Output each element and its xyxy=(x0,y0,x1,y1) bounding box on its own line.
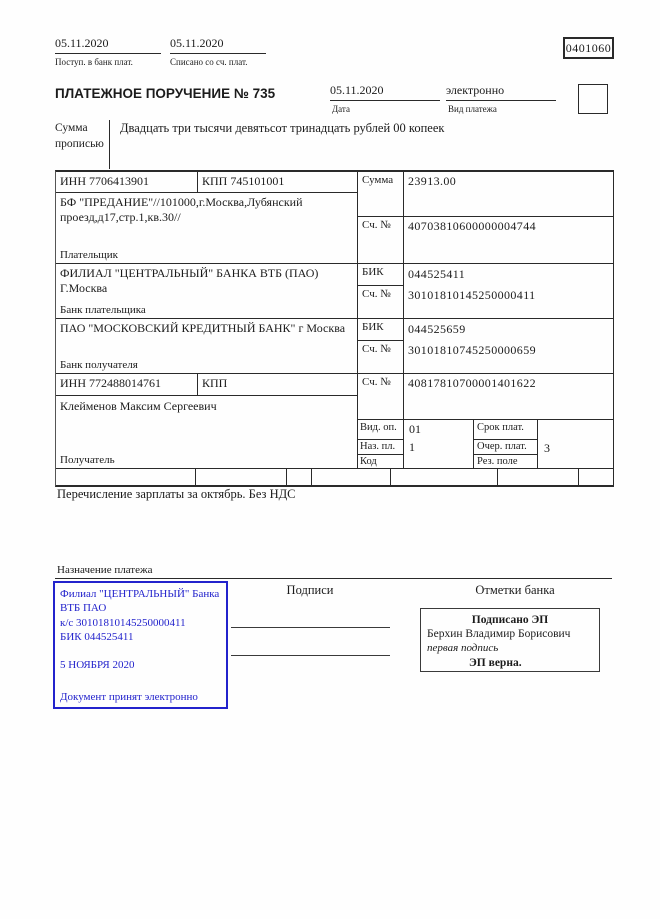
payer-cell xyxy=(56,193,358,264)
signature-line-1 xyxy=(231,627,390,628)
tax-field-cell-104 xyxy=(56,469,196,485)
payer-bank-section-label: Банк плательщика xyxy=(60,304,146,316)
purpose-bottom-line xyxy=(55,578,612,579)
payee-kpp-cell: КПП xyxy=(198,374,358,396)
payee-bank-bik: 044525659 xyxy=(408,322,466,336)
tax-field-cell-110 xyxy=(579,469,613,485)
rez-pole-label-cell: Рез. поле xyxy=(474,455,538,469)
payer-bank-values-cell xyxy=(404,264,613,319)
payer-account-cell: 40703810600000004744 xyxy=(404,217,613,264)
amount-in-words-value: Двадцать три тысячи девятьсот тринадцать рублей 00 копеек xyxy=(120,121,445,135)
amount-in-words-label: Сумма прописью xyxy=(55,120,110,169)
bank-acceptance-stamp xyxy=(53,581,228,709)
payee-section-label: Получатель xyxy=(60,454,115,466)
payee-cell xyxy=(56,396,358,469)
bank-marks-header: Отметки банка xyxy=(475,583,555,597)
tax-field-cell-108 xyxy=(391,469,498,485)
vid-op-naz-pl-values-cell xyxy=(404,420,474,469)
payee-account-cell: 40817810700001401622 xyxy=(404,374,613,420)
payer-section-label: Плательщик xyxy=(60,249,118,261)
empty-checkbox-square xyxy=(578,84,608,114)
srok-ocher-values-cell xyxy=(538,420,613,469)
stamp-bank-name-line1: Филиал "ЦЕНТРАЛЬНЫЙ" Банка xyxy=(60,588,220,600)
stamp-bik: БИК 044525411 xyxy=(60,630,134,643)
payer-bank-name: ФИЛИАЛ "ЦЕНТРАЛЬНЫЙ" БАНКА ВТБ (ПАО) Г.Москва xyxy=(60,266,319,295)
payee-inn-cell: ИНН 772488014761 xyxy=(56,374,198,396)
payee-bank-section-label: Банк получателя xyxy=(60,359,138,371)
payee-bank-account-label-cell: Сч. № xyxy=(358,341,404,374)
payee-name: Клейменов Максим Сергеевич xyxy=(60,399,217,413)
payee-bank-name: ПАО "МОСКОВСКИЙ КРЕДИТНЫЙ БАНК" г Москва xyxy=(60,321,346,335)
stamp-bank-name-line2: ВТБ ПАО xyxy=(60,602,107,615)
payee-bank-values-cell xyxy=(404,319,613,374)
payment-purpose-label: Назначение платежа xyxy=(57,564,153,576)
payer-bank-cell xyxy=(56,264,358,319)
electronic-signature-box xyxy=(420,608,600,672)
srok-plat-label-cell: Срок плат. xyxy=(474,420,538,440)
payer-bank-bik: 044525411 xyxy=(408,267,466,281)
stamp-date: 5 НОЯБРЯ 2020 xyxy=(60,659,135,672)
payment-purpose-text: Перечисление зарплаты за октябрь. Без НДС xyxy=(57,487,296,501)
stamp-note: Документ принят электронно xyxy=(60,690,198,703)
payer-bank-account-label-cell: Сч. № xyxy=(358,286,404,319)
payee-account-label-cell: Сч. № xyxy=(358,374,404,420)
kod-label-cell: Код xyxy=(358,455,404,469)
naz-pl-label-cell: Наз. пл. xyxy=(358,440,404,455)
date-received-label: Поступ. в банк плат. xyxy=(55,57,133,67)
document-date-label: Дата xyxy=(332,104,350,114)
payer-name: БФ "ПРЕДАНИЕ"//101000,г.Москва,Лубянский проезд,д17,стр.1,кв.30// xyxy=(60,195,303,224)
payment-details-table xyxy=(55,170,614,487)
payment-type-value: электронно xyxy=(446,83,556,101)
payer-inn-cell: ИНН 7706413901 xyxy=(56,172,198,193)
ep-title: Подписано ЭП xyxy=(471,614,549,626)
tax-field-cell-106 xyxy=(287,469,312,485)
signature-line-2 xyxy=(231,655,390,656)
ep-verdict: ЭП верна. xyxy=(469,656,522,669)
ep-signature-type: первая подпись xyxy=(427,641,499,654)
tax-field-cell-107 xyxy=(312,469,391,485)
stamp-corr-account: к/с 30101810145250000411 xyxy=(60,616,186,629)
payee-bank-cell xyxy=(56,319,358,374)
ocher-plat-value: 3 xyxy=(544,441,550,455)
payment-type-label: Вид платежа xyxy=(448,104,497,114)
signatures-header: Подписи xyxy=(286,583,334,597)
form-code-box: 0401060 xyxy=(563,37,614,59)
sum-value-cell: 23913.00 xyxy=(404,172,613,217)
payee-bank-account: 30101810745250000659 xyxy=(408,343,536,357)
payer-bank-bik-label-cell: БИК xyxy=(358,264,404,286)
document-title: ПЛАТЕЖНОЕ ПОРУЧЕНИЕ № 735 xyxy=(55,86,276,101)
tax-field-cell-105 xyxy=(196,469,287,485)
payee-bank-bik-label-cell: БИК xyxy=(358,319,404,341)
tax-field-cell-109 xyxy=(498,469,579,485)
sum-label-cell: Сумма xyxy=(358,172,404,217)
date-debited-label: Списано со сч. плат. xyxy=(170,57,248,67)
date-received-bank: 05.11.2020 xyxy=(55,36,161,54)
vid-op-value: 01 xyxy=(409,422,421,436)
naz-pl-value: 1 xyxy=(409,440,415,454)
payer-kpp-cell: КПП 745101001 xyxy=(198,172,358,193)
payer-bank-account: 30101810145250000411 xyxy=(408,288,536,302)
ep-signer-name: Берхин Владимир Борисович xyxy=(427,628,571,641)
srok-plat-value xyxy=(538,420,613,438)
payer-account-label-cell: Сч. № xyxy=(358,217,404,264)
vid-op-label-cell: Вид. оп. xyxy=(358,420,404,440)
ocher-plat-label-cell: Очер. плат. xyxy=(474,440,538,455)
date-debited-account: 05.11.2020 xyxy=(170,36,266,54)
document-date: 05.11.2020 xyxy=(330,83,440,101)
